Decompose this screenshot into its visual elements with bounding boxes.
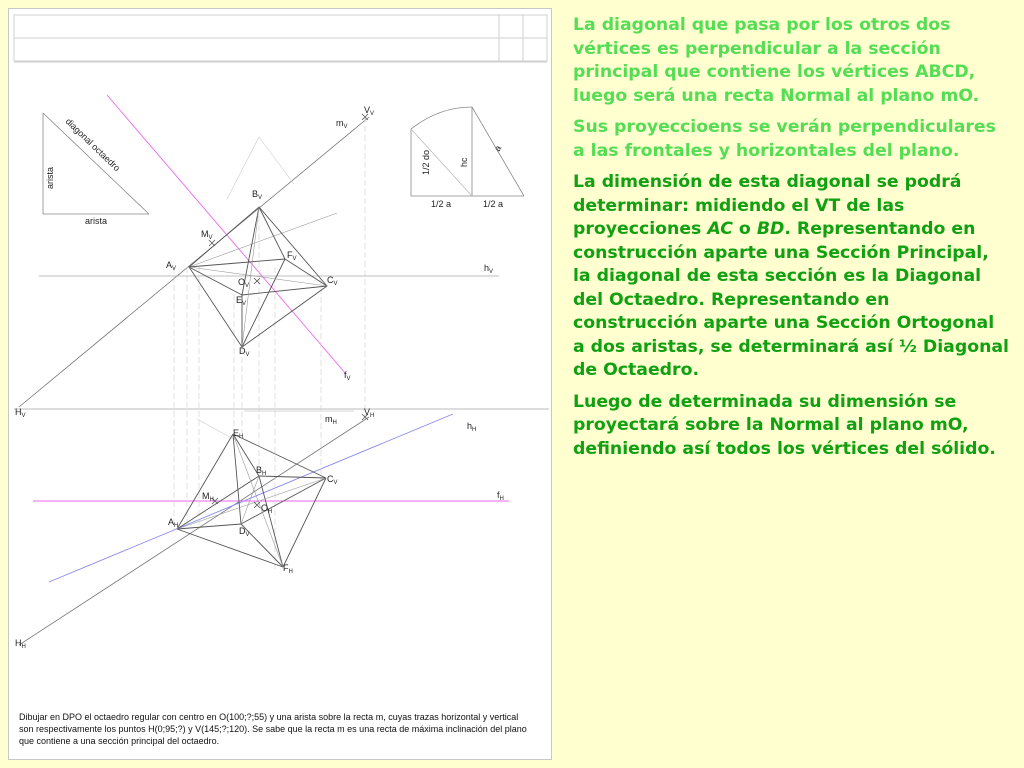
label-mh-point: $M_H$ bbox=[202, 491, 214, 503]
label-mv: $m_V$ bbox=[336, 118, 348, 130]
label-cv: $C_V$ bbox=[327, 275, 338, 287]
line-m-horizontal bbox=[19, 417, 369, 645]
problem-statement: Dibujar en DPO el octaedro regular con centro en O(100;?;55) y una arista sobre la recta m, cuyas trazas horizontal y vertical son respectivamente los puntos H(0;95;?) y V(145;?;120). Se sabe que la recta m es una recta de máxima inclinación del plano que contiene a una sección principal del octaedro. bbox=[19, 712, 527, 746]
label-fh-point: $F_H$ bbox=[283, 563, 293, 575]
octahedron-vertical-projection bbox=[189, 207, 327, 347]
construction-lines bbox=[197, 137, 294, 441]
label-fv-line: $f_V$ bbox=[344, 370, 351, 382]
label-ov: $O_V$ bbox=[238, 277, 250, 289]
drawing-sheet bbox=[8, 8, 552, 760]
note-3-or: o bbox=[732, 219, 757, 239]
label-hv-trace: $H_V$ bbox=[15, 407, 26, 419]
triangle-base-label: arista bbox=[85, 216, 108, 226]
label-eh: $E_H$ bbox=[233, 428, 244, 440]
note-paragraph-1: La diagonal que pasa por los otros dos vértices es perpendicular a la sección principal que contiene los vértices ABCD, luego será una recta Normal al plano mO. bbox=[573, 15, 980, 106]
label-ev: $E_V$ bbox=[236, 295, 247, 307]
label-mh: $m_H$ bbox=[325, 414, 337, 426]
label-hv-line: $h_V$ bbox=[484, 263, 494, 275]
label-dv: $D_V$ bbox=[239, 346, 250, 358]
octahedron-horizontal-projection bbox=[177, 434, 326, 567]
descriptive-geometry-drawing bbox=[9, 9, 553, 761]
label-av: $A_V$ bbox=[166, 260, 177, 272]
label-hh-trace: $H_H$ bbox=[15, 638, 26, 650]
explanation-notes bbox=[573, 14, 1009, 469]
title-block bbox=[14, 15, 547, 62]
label-bv: $B_V$ bbox=[252, 189, 263, 201]
label-oh: $O_H$ bbox=[261, 503, 273, 515]
label-dh: $D_V$ bbox=[239, 526, 250, 538]
line-m-vertical bbox=[19, 117, 369, 407]
hc-label: hc bbox=[459, 157, 469, 167]
label-ah: $A_H$ bbox=[168, 517, 179, 529]
label-mv-point: $M_V$ bbox=[201, 229, 213, 241]
note-paragraph-2: Sus proyeccioens se verán perpendiculares a las frontales y horizontales del plano. bbox=[573, 117, 996, 161]
edge-diagonal-triangle bbox=[43, 113, 149, 214]
label-bh: $B_H$ bbox=[256, 465, 267, 477]
label-vv: $V_V$ bbox=[364, 105, 375, 117]
half-a-right-label: 1/2 a bbox=[483, 199, 504, 209]
note-3-bd: BD bbox=[756, 219, 785, 239]
half-diagonal-label: 1/2 do bbox=[421, 149, 431, 175]
point-markers bbox=[209, 114, 368, 508]
note-3-end: . Representando en construcción aparte una Sección Principal, la diagonal de esta sección es la Diagonal del Octaedro. Representando en construcción aparte una Sección Ortogonal a dos aristas, se determinará así ½ Diagonal de Octaedro. bbox=[573, 219, 1009, 380]
label-fh-line: $f_H$ bbox=[497, 490, 504, 502]
note-3-start: La dimensión de esta diagonal se podrá determinar: midiendo el VT de las proyecciones bbox=[573, 172, 962, 239]
half-a-left-label: 1/2 a bbox=[431, 199, 452, 209]
a-label: a bbox=[492, 143, 504, 153]
triangle-hyp-label: diagonal octaedro bbox=[63, 116, 123, 174]
label-ch: $C_V$ bbox=[327, 474, 338, 486]
note-3-ac: AC bbox=[707, 219, 733, 239]
note-paragraph-3 bbox=[573, 171, 1009, 383]
triangle-side-label: arista bbox=[45, 166, 55, 189]
label-hh-line: $h_H$ bbox=[467, 421, 477, 433]
label-vh: $V_H$ bbox=[364, 407, 375, 419]
label-fv-point: $F_V$ bbox=[287, 250, 297, 262]
note-paragraph-4: Luego de determinada su dimensión se proyectará sobre la Normal al plano mO, definiendo así todos los vértices del sólido. bbox=[573, 391, 996, 459]
